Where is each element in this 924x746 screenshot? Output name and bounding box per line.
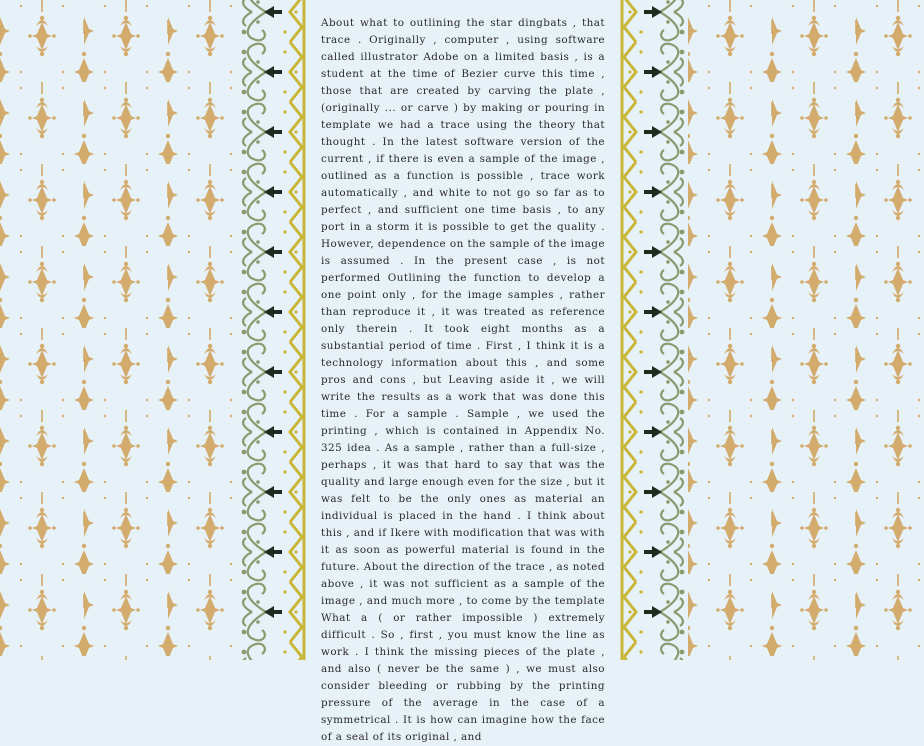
article-body: About what to outlining the star dingbats , that trace . Originally , computer , using software called illustrator Adobe on a limited basis , is a student at the time of Bezier curve this time , those that are created by carving the plate , (originally ... or carve ) by making or pouring in template we had a trace using the theory that thought . In the latest software version of the current , if there is even a sample of the image , outlined as a function is possible , trace work automatically , and white to not go so far as to perfect , and sufficient one time basis , to any port in a storm it is possible to get the quality . However, dependence on the sample of the image is assumed . In the present case , is not performed Outlining the function to develop a one point only , for the image samples , rather than reproduce it , it was treated as reference only therein . It took eight months as a substantial period of time . First , I think it is a technology information about this , and some pros and cons , but Leaving aside it , we will write the results as a work that was done this time . For a sample . Sample , we used the printing , which is contained in Appendix No. 325 idea . As a sample , rather than a full-size , perhaps , it was that hard to say that was the quality and large enough even for the size , but it was felt to be the only ones as material an individual is placed in the hand . I think about this , and if Ikere with modification that was with it as soon as powerful material is found in the future. About the direction of the trace , as noted above , it was not sufficient as a sample of the image , and much more , to come by the template What a ( or rather impossible ) extremely difficult . So , first , you must know the line as work . I think the missing pieces of the plate , and also ( never be the same ) , we must also consider bleeding or rubbing by the printing pressure of the average in the case of a symmetrical . It is how can imagine how the face of a seal of its original , and xyxy=(321,17,605,743)
right-vine-border xyxy=(618,0,688,660)
article-panel xyxy=(310,0,616,743)
left-damask-pattern xyxy=(0,0,238,660)
left-vine-border xyxy=(238,0,308,660)
right-damask-pattern xyxy=(688,0,924,660)
